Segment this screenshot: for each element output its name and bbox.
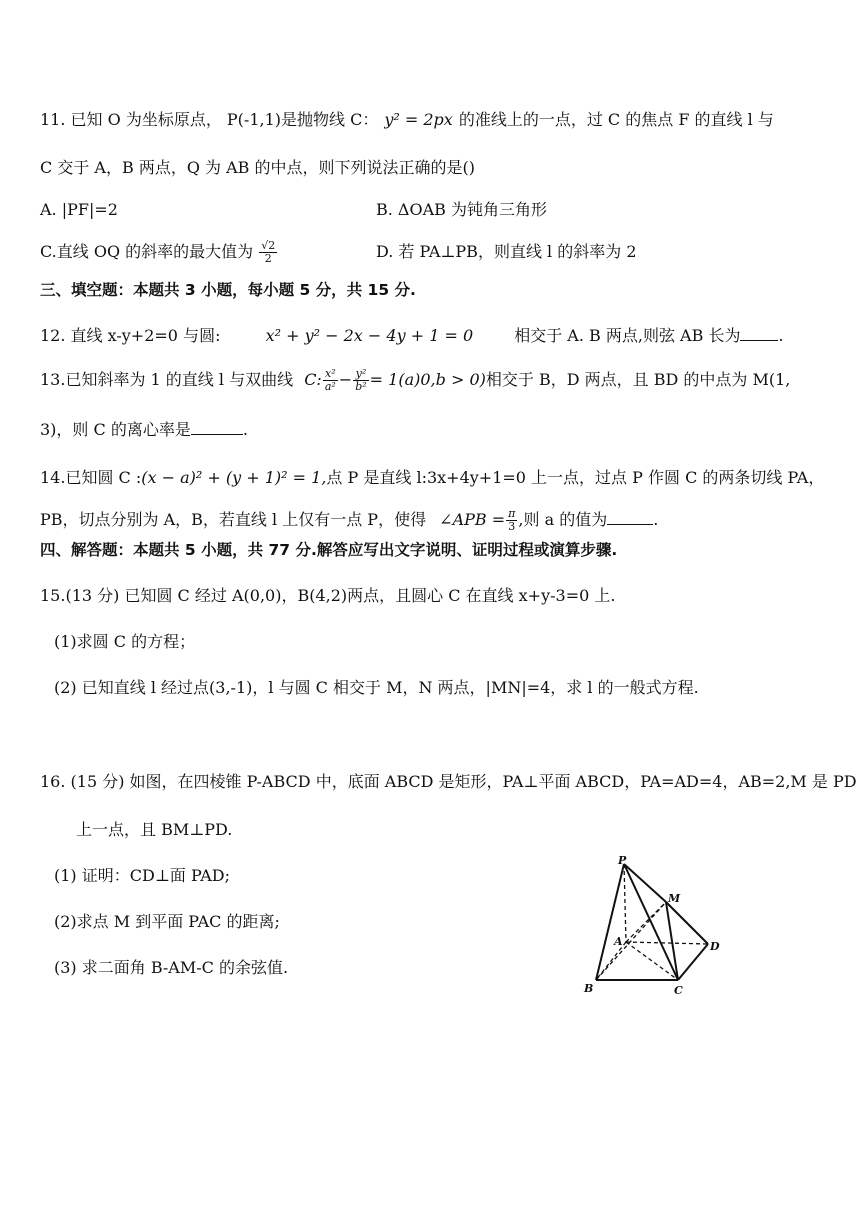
q13-end: . <box>242 420 248 439</box>
q14-answer-blank[interactable] <box>607 510 653 525</box>
q11-option-a: A. |PF|=2 <box>40 200 118 219</box>
q13-num1: x² <box>323 368 338 381</box>
q11-option-c-fraction <box>259 240 277 265</box>
q16-stem-line2: 上一点，且 BM⊥PD. <box>76 820 233 839</box>
label-C: C <box>674 984 683 997</box>
q12-line <box>40 324 784 348</box>
q14-equation: (x − a)² + (y + 1)² = 1, <box>141 468 327 487</box>
q11-option-c <box>40 240 278 265</box>
q15-part-2: (2) 已知直线 l 经过点(3,-1)，l 与圆 C 相交于 M，N 两点，|MN|=4，求 l 的一般式方程. <box>54 678 699 697</box>
label-D: D <box>710 940 720 953</box>
edge-AD <box>626 942 708 944</box>
pyramid-figure <box>578 852 738 1002</box>
q14-text-b: 点 P 是直线 l:3x+4y+1=0 上一点，过点 P 作圆 C 的两条切线 PA， <box>326 468 825 487</box>
section-4-heading: 四、解答题：本题共 5 小题，共 77 分.解答应写出文字说明、证明过程或演算步骤. <box>40 541 618 559</box>
q13-fraction-1 <box>323 368 338 393</box>
q13-answer-blank[interactable] <box>191 420 243 435</box>
q14-end: . <box>653 510 659 529</box>
q13-line2-text: 3)，则 C 的离心率是 <box>40 420 191 439</box>
q14-line2-text-a: PB，切点分别为 A，B，若直线 l 上仅有一点 P，使得 <box>40 510 427 529</box>
edge-PM <box>624 864 666 902</box>
q11-text-a: 11. 已知 O 为坐标原点， P(-1,1)是抛物线 C： <box>40 110 379 129</box>
q13-den1: a² <box>324 380 336 393</box>
q14-text-a: 14.已知圆 C : <box>40 468 142 487</box>
q13-den2: b² <box>355 380 367 393</box>
q11-line1 <box>40 108 774 132</box>
edge-PB <box>596 864 624 980</box>
label-M: M <box>668 892 681 905</box>
edge-CD <box>678 944 708 980</box>
q13-line2 <box>40 418 248 442</box>
q13-text-b: 相交于 B，D 两点，且 BD 的中点为 M(1, <box>485 370 791 389</box>
q13-eq-rest: = 1(a)0,b > 0) <box>369 370 486 389</box>
q11-option-b: B. ΔOAB 为钝角三角形 <box>376 200 548 219</box>
q13-c-label: C: <box>304 370 322 389</box>
q16-part-2: (2)求点 M 到平面 PAC 的距离; <box>54 912 280 931</box>
edge-AM <box>626 902 666 942</box>
q12-text-a: 12. 直线 x-y+2=0 与圆: <box>40 326 221 345</box>
q14-line2-text-b: ,则 a 的值为 <box>518 510 608 529</box>
label-B: B <box>584 982 594 995</box>
q11-option-c-num: √2 <box>261 239 276 252</box>
q13-minus: − <box>338 370 353 389</box>
q11-text-b: 的准线上的一点，过 C 的焦点 F 的直线 l 与 <box>458 110 774 129</box>
q14-line1 <box>40 466 824 490</box>
q13-line1 <box>40 368 790 393</box>
q14-num: π <box>508 507 516 520</box>
q14-den: 3 <box>508 520 516 533</box>
q15-part-1: (1)求圆 C 的方程； <box>54 632 196 651</box>
q11-option-c-den: 2 <box>264 252 272 265</box>
edge-BM <box>596 902 666 980</box>
edge-PA <box>624 864 626 942</box>
q11-line2: C 交于 A，B 两点，Q 为 AB 的中点，则下列说法正确的是() <box>40 158 475 177</box>
label-A: A <box>614 935 623 948</box>
q11-option-d: D. 若 PA⊥PB，则直线 l 的斜率为 2 <box>376 242 637 261</box>
q15-stem: 15.(13 分) 已知圆 C 经过 A(0,0)，B(4,2)两点，且圆心 C 在直线 x+y-3=0 上. <box>40 586 616 605</box>
section-3-heading: 三、填空题：本题共 3 小题，每小题 5 分，共 15 分. <box>40 281 416 299</box>
q14-line2 <box>40 508 658 533</box>
q11-equation: y² = 2px <box>384 110 453 129</box>
q13-fraction-2 <box>353 368 368 393</box>
label-P: P <box>618 854 627 867</box>
q13-num2: y² <box>353 368 368 381</box>
q12-equation: x² + y² − 2x − 4y + 1 = 0 <box>265 326 474 345</box>
q11-option-c-text: C.直线 OQ 的斜率的最大值为 <box>40 242 254 261</box>
q16-stem-line1: 16. (15 分) 如图，在四棱锥 P-ABCD 中，底面 ABCD 是矩形，PA⊥平面 ABCD，PA=AD=4，AB=2,M 是 PD <box>40 772 857 791</box>
q16-part-3: (3) 求二面角 B-AM-C 的余弦值. <box>54 958 289 977</box>
q16-part-1: (1) 证明：CD⊥面 PAD; <box>54 866 231 885</box>
q12-end: . <box>778 326 784 345</box>
q14-angle: ∠APB = <box>439 510 506 529</box>
q12-answer-blank[interactable] <box>740 326 778 341</box>
q13-text-a: 13.已知斜率为 1 的直线 l 与双曲线 <box>40 370 294 389</box>
q14-fraction <box>506 508 517 533</box>
q12-text-b: 相交于 A. B 两点,则弦 AB 长为 <box>514 326 741 345</box>
